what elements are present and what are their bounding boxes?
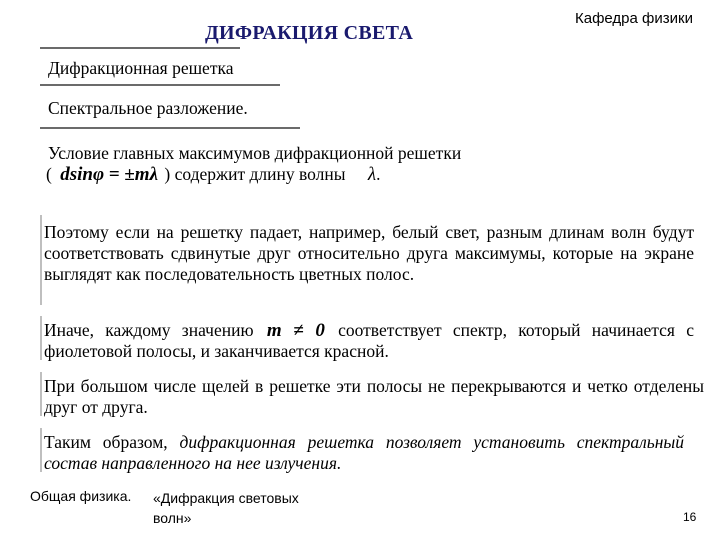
footer-topic: «Дифракция световых волн» (153, 490, 299, 526)
paragraph-spectrum (44, 320, 694, 362)
paragraph-bar-4 (40, 428, 42, 472)
m-not-zero-formula: m ≠ 0 (266, 320, 325, 341)
condition-line2 (46, 164, 381, 186)
paragraph-conclusion-start: Таким образом, (44, 432, 168, 452)
divider-top (40, 47, 240, 49)
paragraph-slits-text: При большом числе щелей в решетке эти полосы не перекрываются и четко отделены друг от друга. (44, 376, 704, 417)
paragraph-conclusion-italic: дифракционная решетка позволяет установить спектральный состав направленного на нее излучения. (44, 432, 685, 473)
open-paren: ( (46, 164, 52, 184)
page-title: ДИФРАКЦИЯ СВЕТА (205, 22, 414, 44)
condition-end: . (376, 164, 381, 184)
grating-formula: dsinφ = ±mλ (60, 164, 159, 185)
lambda-symbol: λ (367, 164, 377, 185)
subtitle-spectral: Спектральное разложение. (48, 98, 248, 118)
paragraph-bar-3 (40, 372, 42, 416)
paragraph-spectrum-end: соответствует спектр, который начинается с фиолетовой полосы, и заканчивается красной. (44, 320, 694, 361)
divider-sub2 (40, 127, 300, 129)
page-number: 16 (683, 510, 697, 524)
department-label: Кафедра физики (575, 10, 693, 27)
condition-text: ) содержит длину волны (164, 164, 346, 184)
paragraph-bar-2 (40, 316, 42, 360)
paragraph-bar-1 (40, 215, 42, 305)
paragraph-spectrum-start: Иначе, каждому значению (44, 320, 254, 340)
paragraph-conclusion (44, 432, 684, 474)
condition-line1: Условие главных максимумов дифракционной решетки (48, 143, 462, 163)
paragraph-white-light (44, 222, 694, 285)
paragraph-slits (44, 376, 704, 418)
paragraph-white-light-text: Поэтому если на решетку падает, например, белый свет, разным длинам волн будут соответствовать сдвинутые друг относительно друга максимумы, которые на экране выглядят как последовательность цветных полос. (44, 222, 694, 284)
footer-course: Общая физика. (30, 488, 132, 504)
divider-sub1 (40, 84, 280, 86)
subtitle-grating: Дифракционная решетка (48, 58, 234, 78)
